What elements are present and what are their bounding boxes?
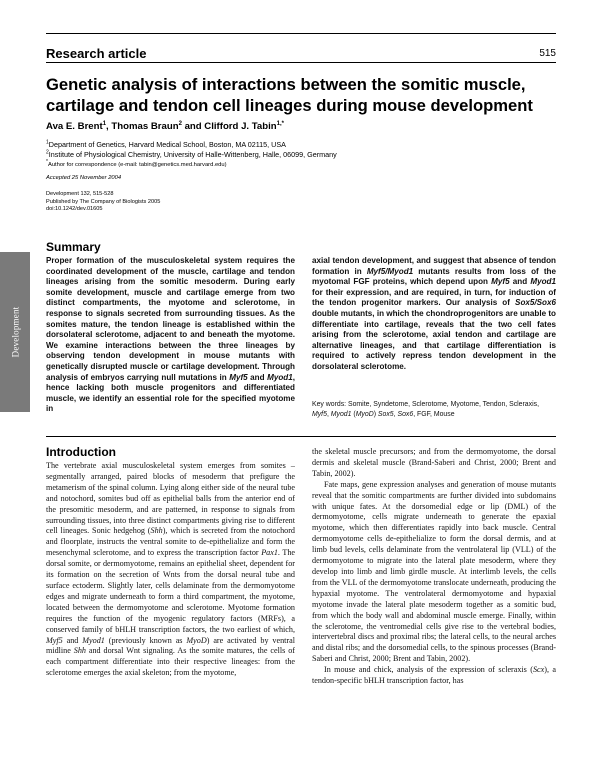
affiliation-text: Institute of Physiological Chemistry, University of Halle-Wittenberg, Halle, 06099, Germany [48,150,337,159]
author-name: Ava E. Brent [46,121,103,132]
introduction-paragraph: In mouse and chick, analysis of the expression of scleraxis (Scx), a tendon-specific bHLH transcription factor, has [312,665,557,686]
journal-sidebar-tab [0,252,30,412]
author-affiliation-marker: 1,* [276,120,284,127]
top-rule [46,33,556,34]
author-affiliation-marker: 1 [102,120,107,127]
header-rule [46,62,556,63]
correspondence-text[interactable]: Author for correspondence (e-mail: tabin@genetics.med.harvard.edu) [47,162,227,168]
page-number: 515 [539,48,556,59]
publication-info [46,191,160,214]
affiliations [46,140,556,170]
introduction-heading: Introduction [46,445,116,459]
author-separator: , [106,121,112,132]
summary-text-column-2: axial tendon development, and suggest that absence of tendon formation in Myf5/Myod1 mutants results from loss of the myotomal FGF proteins, which depend upon Myf5 and Myod1 for their expression, and are required, in turn, for induction of the tendon progenitor markers. Our analysis of Sox5/Sox6 double mutants, in which the chondroprogenitors are unable to differentiate into cartilage, reveals that the two cell fates arising from the sclerotome, axial tendon and cartilage are alternative lineages, and that cartilage differentiation is required to actively repress tendon development in the dorsolateral sclerotome. [312,256,556,371]
affiliation-text: Department of Genetics, Harvard Medical School, Boston, MA 02115, USA [48,140,286,149]
summary-rule [46,436,556,437]
publisher-line: Published by The Company of Biologists 2005 [46,198,161,205]
keywords: Key words: Somite, Syndetome, Sclerotome, Myotome, Tendon, Scleraxis, Myf5, Myod1 (MyoD) Sox5, Sox6, FGF, Mouse [312,401,539,418]
introduction-paragraph: Fate maps, gene expression analyses and generation of mouse mutants reveal that the somitic compartments are further divided into subdomains with unique fates. At the dorsomedial edge or lip (DML) of the dermomyotome, cells migrate underneath to generate the epaxial myotome, which then differentiates rapidly into back muscle. Central dermomyotome cells de-epithelialize to form the dorsal dermis, and at limb bud levels, cells delaminate from the ventrolateral lip (VLL) of the dermomyotome to migrate into the lateral plate mesoderm, where they develop into limb and limb girdle muscle. At interlimb levels, the cells from the VLL of the dermomyotome translocate underneath, producing the hypaxial myotome. The ventrolateral dermomyotome and hypaxial myotome invade the lateral plate mesoderm together as a somitic bud, from which the body wall and abdominal muscle emerge. Finally, within the sclerotome, the ventromedial cells give rise to the vertebral bodies, intervertebral discs and proximal ribs; the lateral cells, to the neural arches and distal ribs; and the dorsomedial cells, to the spinous processes (Brand-Saberi and Christ, 2000; Brent and Tabin, 2002). [312,479,556,664]
correspondence-marker: * [46,159,48,166]
author-list [46,121,546,132]
affiliation-marker: 1 [46,139,49,146]
affiliation-line [46,150,556,160]
affiliation-marker: 2 [46,149,49,156]
summary-text-column-1: Proper formation of the musculoskeletal system requires the coordinated development of the muscle, cartilage and tendon lineages arising from the somitic mesoderm. During early somite development, muscle and cartilage emerge from two distinct compartments, the myotome and sclerotome, in response to signals secreted from surrounding tissues. As the somites mature, the tendon lineage is established within the dorsolateral sclerotome, adjacent to and beneath the myotome. We examine interactions between the three lineages by observing tendon development in mouse mutants with genetically disrupted muscle or cartilage development. Through analysis of embryos carrying null mutations in Myf5 and Myod1, hence lacking both muscle progenitors and differentiated muscle, we identify an essential role for the specified myotome in [46,256,295,414]
affiliation-line [46,140,556,150]
doi-link[interactable]: doi:10.1242/dev.01605 [46,206,103,212]
author-affiliation-marker: 2 [178,120,182,127]
introduction-paragraph: The vertebrate axial musculoskeletal system emerges from somites – segmentally arranged, paired blocks of mesoderm that prefigure the metamerism of the spinal column. Lying along either side of the neural tube and notochord, somites bud off as epithelial balls from the anterior end of the presomitic mesoderm, and are patterned, in response to signals from surrounding tissues, into three distinct compartments giving rise to different cell lineages. Sonic hedgehog (Shh), which is secreted from the notochord and floorplate, instructs the ventral somite to de-epithelialize and form the mesenchymal sclerotome, and to express the transcription factor Pax1. The dorsal somite, or dermomyotome, remains an epithelial sheet, dependent for its formation on the secretion of Wnts from the dorsal neural tube and surface ectoderm. Slightly later, cells delaminate from the dermomyotome edges and migrate underneath to form a third compartment, the myotome, located between the dermomyotome and sclerotome. Myotome formation requires the function of the myogenic regulatory factors (MRFs), a conserved family of bHLH transcription factors, the two earliest of which, Myf5 and Myod1 (previously known as MyoD) are activated by ventral midline Shh and dorsal Wnt signaling. As the somite matures, the cells of each compartment differentiate into their respective lineages: from the sclerotome emerges the axial skeleton; from the myotome, [46,461,295,678]
introduction-column-1 [46,461,295,679]
author-separator: and [181,121,205,132]
section-label: Research article [46,46,147,61]
author-name: Clifford J. Tabin [204,121,277,132]
article-title: Genetic analysis of interactions between the somitic muscle, cartilage and tendon cell lineages during mouse development [46,75,533,115]
author-name: Thomas Braun [111,121,179,132]
introduction-paragraph: the skeletal muscle precursors; and from the dermomyotome, the dorsal dermis and skeletal muscle (Brand-Saberi and Christ, 2000; Brent and Tabin, 2002). [312,447,556,478]
journal-name-label: Development [10,306,20,358]
correspondence-line [46,160,556,170]
journal-citation: Development 132, 515-528 [46,191,114,197]
introduction-column-2 [312,447,556,687]
summary-heading: Summary [46,240,101,254]
accepted-date: Accepted 25 November 2004 [46,175,122,181]
